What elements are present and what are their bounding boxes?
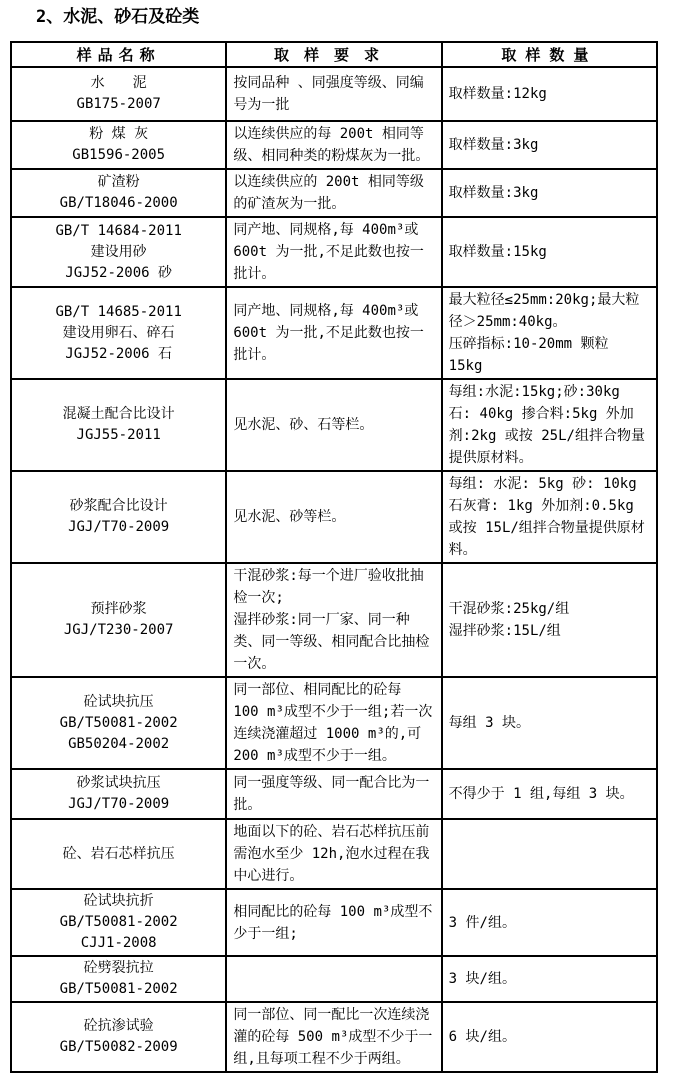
sampling-quantity-cell: [442, 956, 657, 1002]
cell-line: GB/T50081-2002: [59, 714, 178, 731]
cell-line: CJJ1-2008: [80, 935, 157, 951]
table-header-row: [11, 42, 657, 67]
cell-line: 见水泥、砂等栏。: [233, 509, 346, 525]
cell-line: 砂浆试块抗压: [76, 775, 161, 791]
cell-line: 砼试块抗折: [83, 893, 154, 909]
sampling-quantity-cell: [442, 121, 657, 169]
cell-line: 取样数量:3kg: [448, 137, 539, 153]
table-row: [11, 889, 657, 956]
cell-line: 每组: 水泥: 5kg 砂: 10kg 石灰膏: 1kg 外加剂:0.5kg 或按 15L/组拌合物量提供原材料。: [448, 476, 645, 558]
cell-line: JGJ/T70-2009: [68, 519, 170, 535]
cell-line: 同一部位、同一配比一次连续浇灌的砼每 500 m³成型不少于一组,且每项工程不少于两组。: [233, 1007, 433, 1067]
cell-line: 每组 3 块。: [448, 715, 530, 731]
sample-name-cell: [11, 287, 226, 379]
cell-line: 同产地、同规格,每 400m³或 600t 为一批,不足此数也按一批计。: [233, 303, 424, 363]
table-row: [11, 217, 657, 287]
sampling-requirement-cell: [226, 1002, 441, 1072]
cell-line: 相同配比的砼每 100 m³成型不少于一组;: [233, 903, 433, 942]
header-sampling-quantity: 取样数量: [442, 42, 657, 67]
sample-name-cell: [11, 169, 226, 217]
page-title: 2、水泥、砂石及砼类: [36, 7, 200, 27]
cell-line: 按同品种 、同强度等级、同编号为一批: [233, 75, 424, 113]
sample-name-cell: [11, 889, 226, 956]
sampling-requirement-cell: [226, 67, 441, 121]
sampling-requirement-cell: [226, 956, 441, 1002]
table-row: [11, 769, 657, 819]
sampling-requirement-cell: [226, 819, 441, 889]
sample-name-cell: [11, 769, 226, 819]
cell-line: GB175-2007: [76, 96, 161, 112]
table-row: [11, 471, 657, 563]
sampling-quantity-cell: [442, 677, 657, 769]
cell-line: 见水泥、砂、石等栏。: [233, 417, 374, 433]
sampling-quantity-cell: [442, 169, 657, 217]
cell-line: 最大粒径≤25mm:20kg;最大粒径＞25mm:40kg。: [448, 292, 640, 330]
cell-line: 湿拌砂浆:同一厂家、同一种类、同一等级、相同配合比抽检一次。: [233, 612, 430, 672]
cell-line: GB1596-2005: [72, 147, 166, 163]
sampling-quantity-cell: [442, 287, 657, 379]
table-row: [11, 1002, 657, 1072]
sampling-requirement-cell: [226, 121, 441, 169]
cell-line: 每组:水泥:15kg;砂:30kg 石: 40kg 掺合料:5kg 外加剂:2kg 或按 25L/组拌合物量提供原材料。: [448, 384, 645, 466]
cell-line: 以连续供应的 200t 相同等级的矿渣灰为一批。: [233, 174, 424, 212]
cell-line: 水 泥: [90, 75, 147, 91]
cell-line: JGJ52-2006 石: [65, 345, 173, 362]
cell-line: 砼试块抗压: [83, 693, 154, 710]
cell-line: 不得少于 1 组,每组 3 块。: [448, 786, 634, 802]
cell-line: 同一强度等级、同一配合比为一批。: [233, 775, 430, 813]
cell-line: GB/T50081-2002: [59, 981, 178, 997]
sampling-quantity-cell: [442, 819, 657, 889]
cell-line: 矿渣粉: [97, 174, 140, 190]
table-row: [11, 379, 657, 471]
table-body: [11, 67, 657, 1072]
cell-line: 湿拌砂浆:15L/组: [448, 623, 561, 639]
sampling-quantity-cell: [442, 769, 657, 819]
sampling-quantity-cell: [442, 889, 657, 956]
table-row: [11, 819, 657, 889]
cell-line: GB/T 14685-2011: [55, 303, 182, 320]
cell-line: GB50204-2002: [68, 735, 170, 752]
cell-line: 混凝土配合比设计: [62, 406, 175, 422]
cell-line: 建设用卵石、碎石: [62, 324, 175, 341]
sampling-requirement-cell: [226, 677, 441, 769]
table-row: [11, 67, 657, 121]
sample-name-cell: [11, 121, 226, 169]
cell-line: GB/T18046-2000: [59, 195, 178, 211]
cell-line: JGJ/T70-2009: [68, 796, 170, 812]
cell-line: 干混砂浆:25kg/组: [448, 601, 570, 617]
sample-name-cell: [11, 1002, 226, 1072]
cell-line: 砼抗渗试验: [83, 1018, 154, 1034]
cell-line: 建设用砂: [90, 243, 147, 260]
cell-line: 3 块/组。: [448, 971, 516, 987]
cell-line: JGJ52-2006 砂: [65, 264, 173, 281]
document-page: [0, 6, 679, 1067]
sampling-requirement-cell: [226, 563, 441, 677]
cell-line: 同一部位、相同配比的砼每 100 m³成型不少于一组;若一次连续浇灌超过 1000 m³的,可 200 m³成型不少于一组。: [233, 682, 433, 764]
cell-line: 砼、岩石芯样抗压: [62, 845, 175, 862]
sample-name-cell: [11, 956, 226, 1002]
cell-line: 砂浆配合比设计: [69, 498, 168, 514]
table-row: [11, 956, 657, 1002]
header-sample-name: 样品名称: [11, 42, 226, 67]
sampling-quantity-cell: [442, 471, 657, 563]
cell-line: 取样数量:12kg: [448, 86, 547, 102]
cell-line: 预拌砂浆: [90, 601, 147, 617]
cell-line: 压碎指标:10-20mm 颗粒 15kg: [448, 336, 609, 374]
sampling-quantity-cell: [442, 379, 657, 471]
sample-name-cell: [11, 67, 226, 121]
cell-line: GB/T 14684-2011: [55, 222, 182, 239]
sampling-quantity-cell: [442, 217, 657, 287]
cell-line: 取样数量:3kg: [448, 185, 539, 201]
sampling-quantity-cell: [442, 563, 657, 677]
sample-name-cell: [11, 217, 226, 287]
cell-line: 砼劈裂抗拉: [83, 960, 154, 976]
sampling-requirement-cell: [226, 769, 441, 819]
table-row: [11, 169, 657, 217]
sampling-requirement-cell: [226, 889, 441, 956]
header-sampling-requirement: 取样要求: [226, 42, 441, 67]
sampling-requirement-cell: [226, 169, 441, 217]
sampling-quantity-cell: [442, 1002, 657, 1072]
table-row: [11, 677, 657, 769]
cell-line: GB/T50082-2009: [59, 1039, 178, 1055]
cell-line: 6 块/组。: [448, 1029, 516, 1045]
cell-line: GB/T50081-2002: [59, 914, 178, 930]
cell-line: 取样数量:15kg: [448, 244, 547, 260]
sampling-requirement-cell: [226, 217, 441, 287]
cell-line: 以连续供应的每 200t 相同等级、相同种类的粉煤灰为一批。: [233, 126, 430, 164]
table-row: [11, 121, 657, 169]
sample-name-cell: [11, 379, 226, 471]
table-row: [11, 287, 657, 379]
sample-name-cell: [11, 471, 226, 563]
cell-line: 干混砂浆:每一个进厂验收批抽检一次;: [233, 568, 424, 606]
sample-name-cell: [11, 819, 226, 889]
cell-line: 地面以下的砼、岩石芯样抗压前需泡水至少 12h,泡水过程在我中心进行。: [233, 824, 430, 884]
sampling-requirement-cell: [226, 471, 441, 563]
cell-line: JGJ/T230-2007: [63, 622, 174, 638]
cell-line: 粉 煤 灰: [89, 126, 149, 142]
sampling-table: [10, 41, 658, 1073]
table-row: [11, 563, 657, 677]
sampling-quantity-cell: [442, 67, 657, 121]
sample-name-cell: [11, 563, 226, 677]
sampling-requirement-cell: [226, 287, 441, 379]
cell-line: 3 件/组。: [448, 914, 516, 931]
sample-name-cell: [11, 677, 226, 769]
cell-line: JGJ55-2011: [76, 427, 161, 443]
cell-line: 同产地、同规格,每 400m³或 600t 为一批,不足此数也按一批计。: [233, 222, 424, 282]
sampling-requirement-cell: [226, 379, 441, 471]
